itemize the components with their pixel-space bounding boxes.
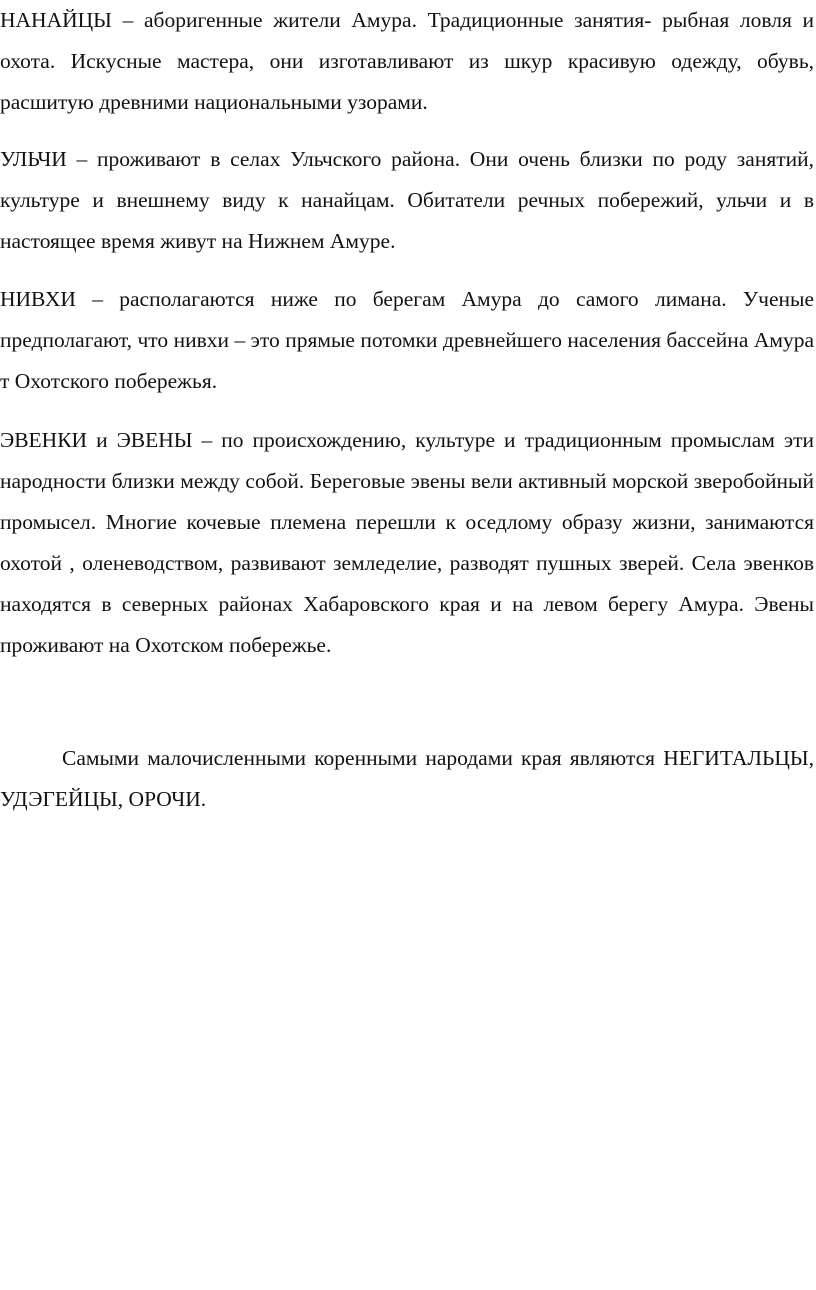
paragraph-nivkhi: НИВХИ – располагаются ниже по берегам Амура до самого лимана. Ученые предполагают, что нивхи – это прямые потомки древнейшего населения бассейна Амура т Охотского побережья. <box>0 287 814 393</box>
paragraph-small-peoples: Самыми малочисленными коренными народами края являются НЕГИТАЛЬЦЫ, УДЭГЕЙЦЫ, ОРОЧИ. <box>0 746 814 811</box>
paragraph-ulchi: УЛЬЧИ – проживают в селах Ульчского района. Они очень близки по роду занятий, культуре и внешнему виду к нанайцам. Обитатели речных побережий, ульчи и в настоящее время живут на Нижнем Амуре. <box>0 147 814 253</box>
paragraph-evenki-eveny: ЭВЕНКИ и ЭВЕНЫ – по происхождению, культуре и традиционным промыслам эти народности близки между собой. Береговые эвены вели активный морской зверобойный промысел. Многие кочевые племена перешли к оседлому образу жизни, занимаются охотой , оленеводством, развивают земледелие, разводят пушных зверей. Села эвенков находятся в северных районах Хабаровского края и на левом берегу Амура. Эвены проживают на Охотском побережье. <box>0 428 814 657</box>
paragraph-nanai: НАНАЙЦЫ – аборигенные жители Амура. Традиционные занятия- рыбная ловля и охота. Искусные мастера, они изготавливают из шкур красивую одежду, обувь, расшитую древними национальными узорами. <box>0 8 814 114</box>
